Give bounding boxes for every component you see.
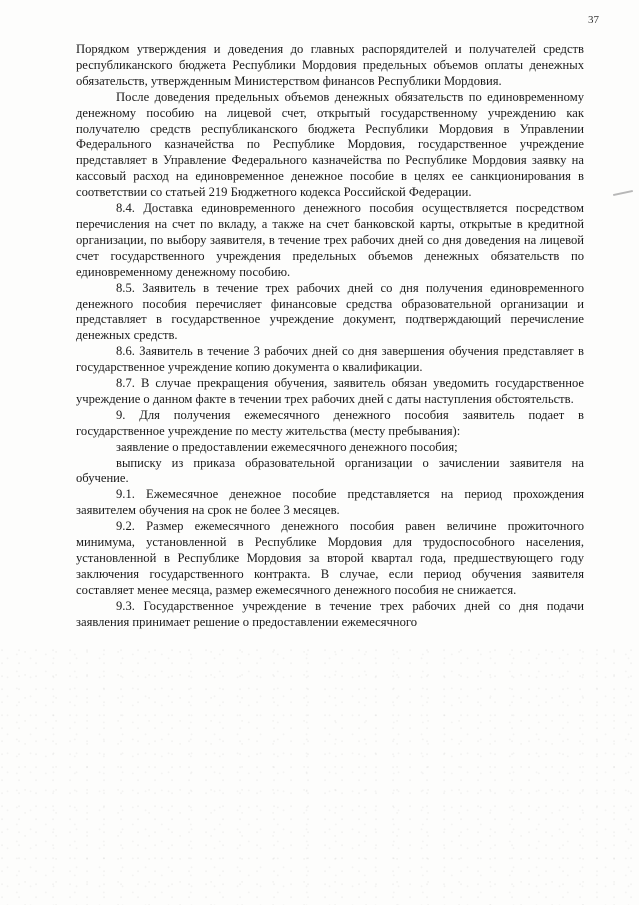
paragraph-continuation: Порядком утверждения и доведения до главных распорядителей и получателей средств республиканского бюджета Республики Мордовия предельных объемов оплаты денежных обязательств, утвержденным Министерством финансов Республики Мордовия. — [76, 42, 584, 88]
paragraph-9: 9. Для получения ежемесячного денежного пособия заявитель подает в государственное учреждение по месту жительства (месту пребывания): — [76, 407, 584, 438]
paragraph-8-5: 8.5. Заявитель в течение трех рабочих дней со дня получения единовременного денежного пособия перечисляет финансовые средства образовательной организации и представляет в государственное учреждение документ, подтверждающий перечисление денежных средств. — [76, 280, 584, 343]
paragraph-limits-delivery: После доведения предельных объемов денежных обязательств по единовременному денежному пособию на лицевой счет, открытый государственному учреждению как получателю средств республиканского бюджета Республики Мордовия в Управлении Федерального казначейства по Республике Мордовия, государственное учреждение представляет в Управление Федерального казначейства по Республике Мордовия заявку на кассовый расход на единовременное денежное пособие в целях ее санкционирования в соответствии со статьей 219 Бюджетного кодекса Российской Федерации. — [76, 89, 584, 200]
paragraph-9-3: 9.3. Государственное учреждение в течение трех рабочих дней со дня подачи заявления принимает решение о предоставлении ежемесячного — [76, 598, 584, 629]
paragraph-9-item-application: заявление о предоставлении ежемесячного денежного пособия; — [116, 439, 458, 454]
paragraph-9-item-extract: выписку из приказа образовательной организации о зачислении заявителя на обучение. — [76, 455, 584, 486]
scan-noise — [0, 645, 639, 905]
scan-artifact — [613, 190, 633, 196]
paragraph-8-6: 8.6. Заявитель в течение 3 рабочих дней со дня завершения обучения представляет в государственное учреждение копию документа о квалификации. — [76, 344, 584, 375]
document-body — [76, 42, 584, 631]
paragraph-9-1: 9.1. Ежемесячное денежное пособие представляется на период прохождения заявителем обучения на срок не более 3 месяцев. — [76, 487, 584, 518]
paragraph-9-2: 9.2. Размер ежемесячного денежного пособия равен величине прожиточного минимума, установленной в Республике Мордовия для трудоспособного населения, установленной в Республике Мордовия за второй квартал года, предшествующего году заключения государственного контракта. В случае, если период обучения заявителя составляет менее месяца, размер ежемесячного денежного пособия не снижается. — [76, 519, 584, 597]
paragraph-8-4: 8.4. Доставка единовременного денежного пособия осуществляется посредством перечисления на счет по вкладу, а также на счет банковской карты, открытые в кредитной организации, по выбору заявителя, в течение трех рабочих дней со дня доведения на лицевой счет государственного учреждения предельных объемов денежных обязательств по единовременному денежному пособию. — [76, 201, 584, 279]
page-number: 37 — [588, 14, 599, 26]
paragraph-8-7: 8.7. В случае прекращения обучения, заявитель обязан уведомить государственное учреждение о данном факте в течении трех рабочих дней с даты наступления обстоятельств. — [76, 376, 584, 406]
